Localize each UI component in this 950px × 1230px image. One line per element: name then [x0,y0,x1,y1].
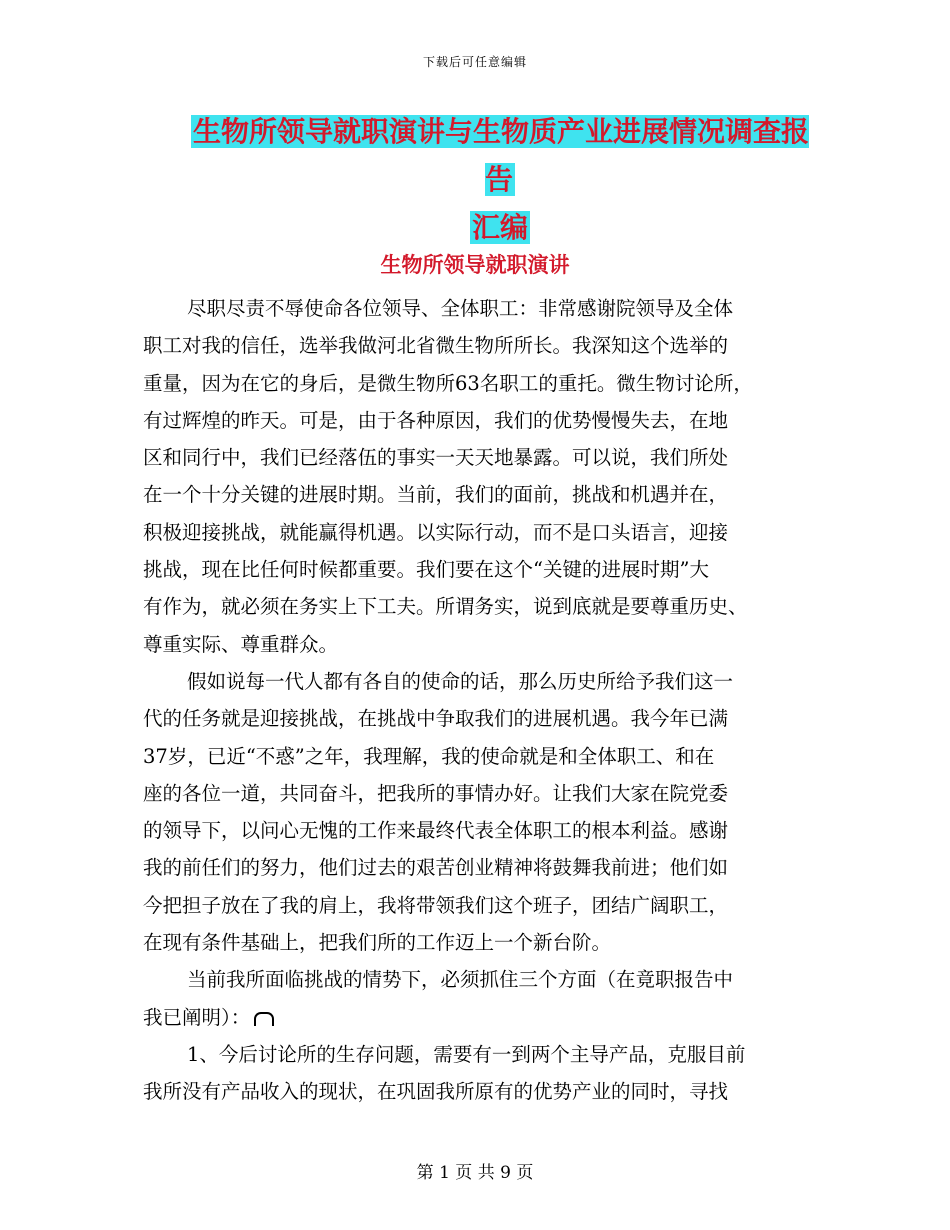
paragraph-line: 37岁，已近“不惑”之年，我理解，我的使命就是和全体职工、和在 [143,744,715,768]
body-text [143,290,815,1111]
paragraph-line: 职工对我的信任，选举我做河北省微生物所所长。我深知这个选举的 [143,334,729,358]
paragraph-line: 我的前任们的努力，他们过去的艰苦创业精神将鼓舞我前进；他们如 [143,856,729,880]
paragraph-line: 1、今后讨论所的生存问题，需要有一到两个主导产品，克服目前 [187,1042,746,1066]
paragraph-line: 在一个十分关键的进展时期。当前，我们的面前，挑战和机遇并在， [143,483,729,507]
paragraph-line: 积极迎接挑战，就能赢得机遇。以实际行动，而不是口头语言，迎接 [143,520,729,544]
title-line-1: 生物所领导就职演讲与生物质产业进展情况调查报告 [192,115,809,196]
paragraph-line: 我已阐明）： [143,1005,251,1029]
paragraph-line: 有作为，就必须在务实上下工夫。所谓务实，说到底就是要尊重历史、 [143,595,748,619]
paragraph-line: 今把担子放在了我的肩上，我将带领我们这个班子，团结广阔职工， [143,893,729,917]
paragraph-line-with-mark [143,999,815,1036]
paragraph-line: 区和同行中，我们已经落伍的事实一天天地暴露。可以说，我们所处 [143,446,729,470]
paragraph-line: 座的各位一道，共同奋斗，把我所的事情办好。让我们大家在院党委 [143,781,729,805]
paragraph-line: 尊重实际、尊重群众。 [143,632,339,656]
title-line-2: 汇编 [471,211,528,244]
paragraph-line: 在现有条件基础上，把我们所的工作迈上一个新台阶。 [143,931,612,955]
page-header-note: 下载后可任意编辑 [422,55,527,69]
insertion-mark-icon [254,1012,274,1026]
document-title [190,108,810,252]
paragraph-line: 挑战，现在比任何时候都重要。我们要在这个“关键的进展时期”大 [143,558,709,582]
paragraph-line: 我所没有产品收入的现状，在巩固我所原有的优势产业的同时，寻找 [143,1080,729,1104]
paragraph-line: 的领导下，以问心无愧的工作来最终代表全体职工的根本利益。感谢 [143,819,729,843]
paragraph-line: 代的任务就是迎接挑战，在挑战中争取我们的进展机遇。我今年已满 [143,707,729,731]
paragraph-line: 重量，因为在它的身后，是微生物所63名职工的重托。微生物讨论所， [143,371,753,395]
section-heading: 生物所领导就职演讲 [380,252,570,277]
page-number-footer: 第 1 页 共 9 页 [416,1163,534,1183]
paragraph-line: 有过辉煌的昨天。可是，由于各种原因，我们的优势慢慢失去，在地 [143,408,729,432]
paragraph-line: 当前我所面临挑战的情势下，必须抓住三个方面（在竟职报告中 [187,968,734,992]
paragraph-line: 尽职尽责不辱使命各位领导、全体职工：非常感谢院领导及全体 [187,297,734,320]
paragraph-line: 假如说每一代人都有各自的使命的话，那么历史所给予我们这一 [187,669,734,693]
